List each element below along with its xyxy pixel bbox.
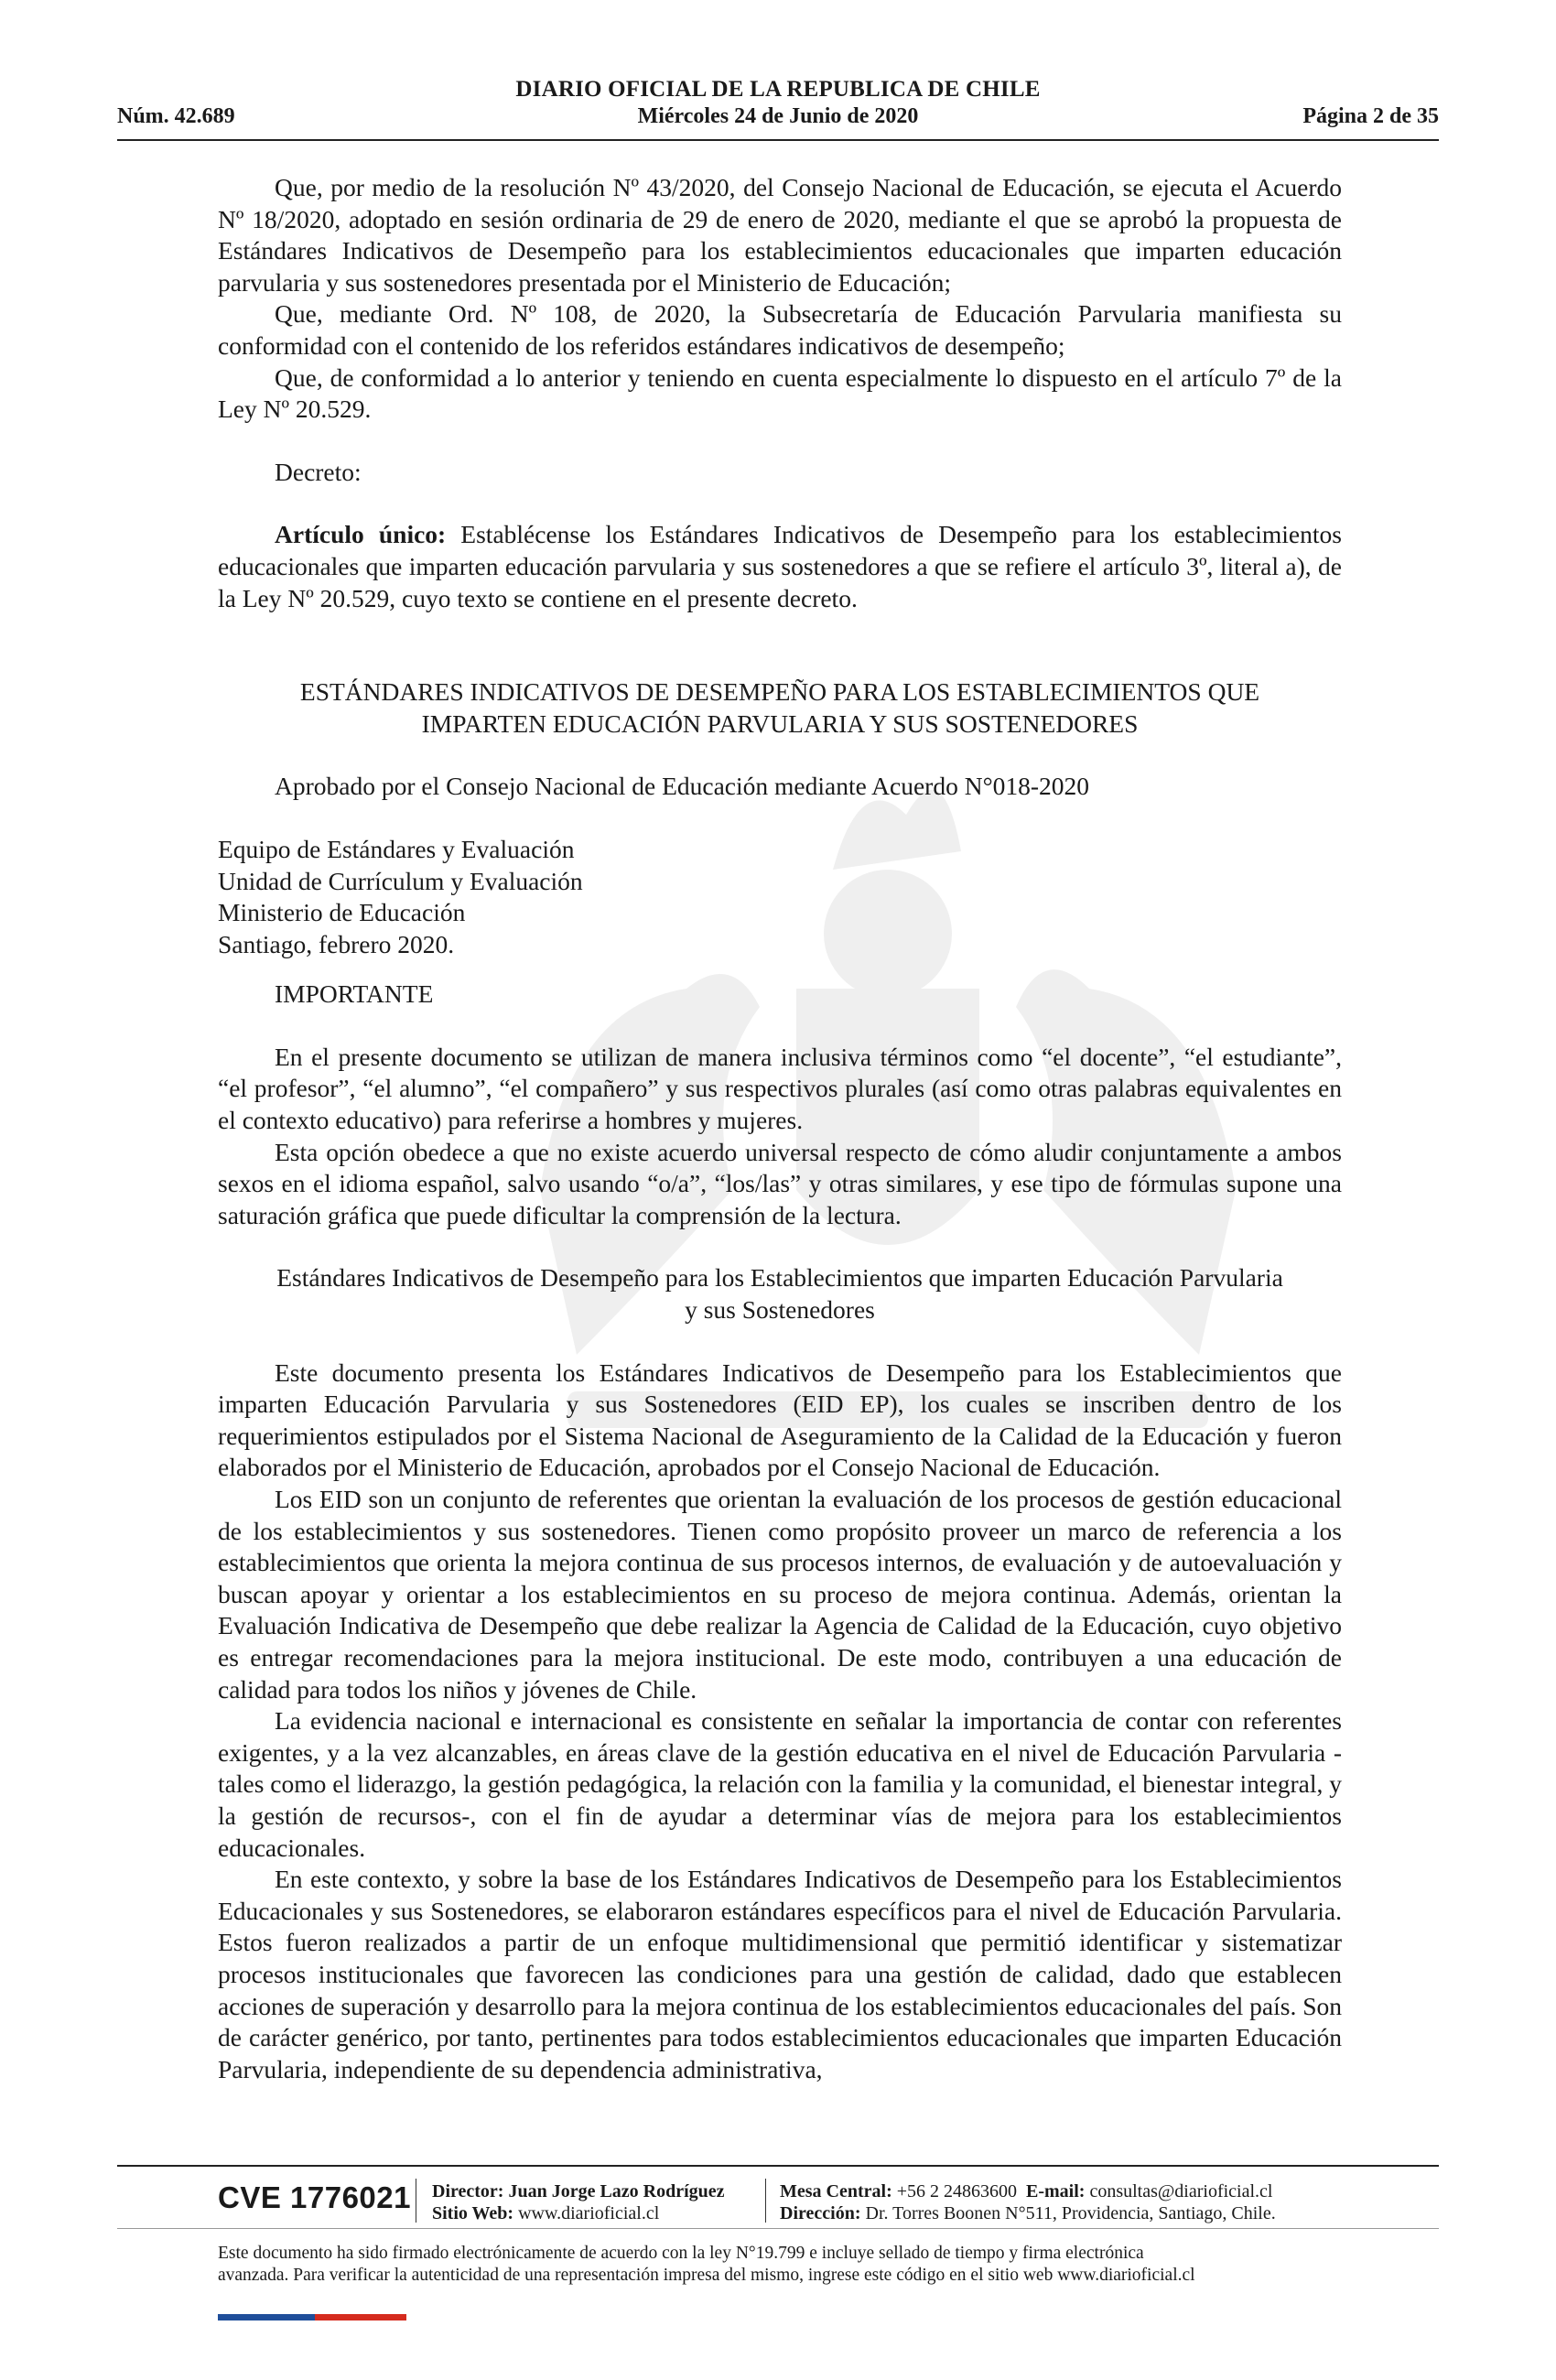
footer-divider-thin — [117, 2228, 1439, 2229]
gazette-title: DIARIO OFICIAL DE LA REPUBLICA DE CHILE — [515, 77, 1041, 102]
cve-code: CVE 1776021 — [218, 2180, 411, 2214]
org-team: Equipo de Estándares y Evaluación — [218, 834, 575, 863]
header-divider — [117, 139, 1439, 141]
footer-separator — [765, 2179, 766, 2223]
articulo-text: Establécense los Estándares Indicativos de Desempeño para los establecimientos educacionales que imparten educación parvularia y sus sostenedores a que se refiere el artículo 3º, literal a), de la Ley Nº 20.529, cuyo texto se contiene en el presente decreto. — [218, 520, 1342, 612]
director-name: Juan Jorge Lazo Rodríguez — [508, 2181, 725, 2202]
footer-director-info: Director: Juan Jorge Lazo Rodríguez Sitio Web: www.diarioficial.cl — [432, 2181, 725, 2223]
page-header — [117, 77, 1439, 137]
paragraph-resolucion: Que, por medio de la resolución Nº 43/2020, del Consejo Nacional de Educación, se ejecuta el Acuerdo Nº 18/2020, adoptado en sesión ordinaria de 29 de enero de 2020, mediante el que se aprobó la propuesta de Estándares Indicativos de Desempeño para los establecimientos educacionales que imparten educación parvularia y sus sostenedores presentada por el Ministerio de Educación; — [218, 173, 1342, 297]
paragraph-conformidad: Que, de conformidad a lo anterior y teniendo en cuenta especialmente lo dispuesto en el artículo 7º de la Ley Nº 20.529. — [218, 362, 1342, 424]
issue-number: Núm. 42.689 — [117, 104, 235, 128]
paragraph-eid-definition: Los EID son un conjunto de referentes que orientan la evaluación de los procesos de gestión educacional de los establecimientos y sus sostenedores. Tienen como propósito proveer un marco de referencia a los establecimientos que orienta la mejora continua de sus procesos internos, de evaluación y de autoevaluación y buscan apoyar y orientar a los establecimientos en su proceso de mejora continua. Además, orientan la Evaluación Indicativa de Desempeño que debe realizar la Agencia de Calidad de la Educación, cuyo objetivo es entregar recomendaciones para la mejora institucional. De este modo, contribuyen a una educación de calidad para todos los niños y jóvenes de Chile. — [218, 1485, 1342, 1704]
flag-stripe-blue — [218, 2314, 315, 2320]
importante-heading: IMPORTANTE — [275, 979, 434, 1009]
email-link[interactable]: consultas@diarioficial.cl — [1089, 2181, 1273, 2202]
paragraph-evidence: La evidencia nacional e internacional es consistente en señalar la importancia de contar con referentes exigentes, y a la vez alcanzables, en áreas clave de la gestión educativa en el nivel de Educación Parvularia -tales como el liderazgo, la gestión pedagógica, la relación con la familia y la comunidad, el bienestar integral, y la gestión de recursos-, con el fin de ayudar a determinar vías de mejora para los establecimientos educacionales. — [218, 1706, 1342, 1862]
legal-notice: Este documento ha sido firmado electrónicamente de acuerdo con la ley N°19.799 e incluye sellado de tiempo y firma electrónica avanzada. Para verificar la autenticidad de una representación impresa del mismo, ingrese este código en el sitio web www.diarioficial.cl — [218, 2244, 1195, 2285]
website-link[interactable]: www.diarioficial.cl — [518, 2203, 660, 2223]
approval-note: Aprobado por el Consejo Nacional de Educación mediante Acuerdo N°018-2020 — [275, 772, 1089, 801]
org-unit: Unidad de Currículum y Evaluación — [218, 866, 583, 895]
paragraph-context: En este contexto, y sobre la base de los Estándares Indicativos de Desempeño para los Establecimientos Educacionales y sus Sostenedores, se elaboraron estándares específicos para el nivel de Educación Parvularia. Estos fueron realizados a partir de un enfoque multidimensional que permitió identificar y sistematizar procesos institucionales que favorecen las condiciones para una gestión de calidad, dado que establecen acciones de superación y desarrollo para la mejora continua de los establecimientos educacionales del país. Son de carácter genérico, por tanto, pertinentes para todos establecimientos educacionales que imparten Educación Parvularia, independiente de su dependencia administrativa, — [218, 1865, 1342, 2083]
phone-number: +56 2 24863600 — [896, 2181, 1018, 2202]
org-ministry: Ministerio de Educación — [218, 898, 466, 927]
paragraph-inclusive-terms: En el presente documento se utilizan de manera inclusiva términos como “el docente”, “el estudiante”, “el profesor”, “el alumno”, “el compañero” y sus respectivos plurales (así como otras palabras equivalentes en el contexto educativo) para referirse a hombres y mujeres. — [218, 1042, 1342, 1135]
document-body — [218, 172, 1342, 2085]
paragraph-gender-option: Esta opción obedece a que no existe acuerdo universal respecto de cómo aludir conjuntamente a ambos sexos en el idioma español, salvo usando “o/a”, “los/las” y otras similares, y ese tipo de fórmulas supone una saturación gráfica que puede dificultar la comprensión de la lectura. — [218, 1137, 1342, 1229]
issue-date: Miércoles 24 de Junio de 2020 — [637, 104, 919, 128]
section-subtitle-line2: y sus Sostenedores — [685, 1295, 875, 1325]
decreto-heading: Decreto: — [275, 457, 362, 486]
paragraph-ord: Que, mediante Ord. Nº 108, de 2020, la Subsecretaría de Educación Parvularia manifiesta su conformidad con el contenido de los referidos estándares indicativos de desempeño; — [218, 299, 1342, 360]
address: Dr. Torres Boonen N°511, Providencia, Santiago, Chile. — [865, 2203, 1276, 2223]
standards-title-line1: ESTÁNDARES INDICATIVOS DE DESEMPEÑO PARA LOS ESTABLECIMIENTOS QUE — [299, 677, 1260, 707]
footer-contact-info: Mesa Central: +56 2 24863600 E-mail: consultas@diarioficial.cl Dirección: Dr. Torres Boonen N°511, Providencia, Santiago, Chile. — [780, 2181, 1276, 2223]
footer-divider — [117, 2165, 1439, 2167]
paragraph-doc-intro: Este documento presenta los Estándares Indicativos de Desempeño para los Establecimientos que imparten Educación Parvularia y sus Sostenedores (EID EP), los cuales se inscriben dentro de los requerimientos estipulados por el Sistema Nacional de Aseguramiento de la Calidad de la Educación y fueron elaborados por el Ministerio de Educación, aprobados por el Consejo Nacional de Educación. — [218, 1358, 1342, 1482]
articulo-unico — [218, 519, 1342, 614]
org-place-date: Santiago, febrero 2020. — [218, 929, 455, 958]
flag-stripe-red — [315, 2314, 406, 2320]
section-subtitle-line1: Estándares Indicativos de Desempeño para los Establecimientos que imparten Educación Parvularia — [276, 1263, 1283, 1293]
articulo-label: Artículo único: — [275, 520, 447, 549]
standards-title-line2: IMPARTEN EDUCACIÓN PARVULARIA Y SUS SOSTENEDORES — [421, 709, 1139, 738]
page-number: Página 2 de 35 — [1302, 104, 1439, 128]
